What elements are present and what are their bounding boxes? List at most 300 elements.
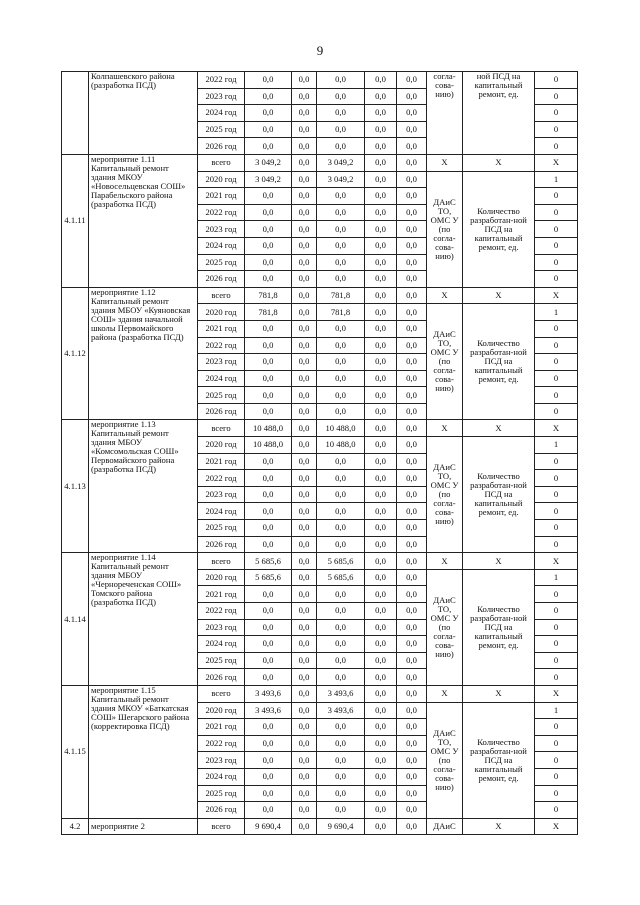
- other-value: 0,0: [397, 536, 427, 553]
- indicator-value: 0: [535, 652, 578, 669]
- executor-cell: ДАиС: [427, 818, 463, 835]
- total-value: 0,0: [245, 652, 292, 669]
- year-cell: всего: [198, 154, 245, 171]
- total-value: 0,0: [245, 105, 292, 122]
- other-value: 0,0: [397, 818, 427, 835]
- indicator-value: 0: [535, 204, 578, 221]
- indicator-value: 0: [535, 237, 578, 254]
- federal-value: 0,0: [292, 204, 317, 221]
- indicator-x: X: [463, 685, 535, 702]
- year-cell: 2020 год: [198, 569, 245, 586]
- regional-value: 3 049,2: [317, 171, 365, 188]
- local-value: 0,0: [365, 121, 397, 138]
- value-x: X: [535, 154, 578, 171]
- total-value: 0,0: [245, 188, 292, 205]
- total-value: 0,0: [245, 320, 292, 337]
- other-value: 0,0: [397, 105, 427, 122]
- indicator-value: 0: [535, 320, 578, 337]
- executor-cell: ДАиС ТО, ОМС У (по согла-сова-нию): [427, 569, 463, 685]
- regional-value: 0,0: [317, 354, 365, 371]
- federal-value: 0,0: [292, 536, 317, 553]
- regional-value: 0,0: [317, 138, 365, 155]
- federal-value: 0,0: [292, 685, 317, 702]
- total-value: 0,0: [245, 72, 292, 89]
- table-row: [62, 818, 578, 835]
- federal-value: 0,0: [292, 669, 317, 686]
- federal-value: 0,0: [292, 652, 317, 669]
- year-cell: 2024 год: [198, 768, 245, 785]
- regional-value: 0,0: [317, 503, 365, 520]
- other-value: 0,0: [397, 171, 427, 188]
- regional-value: 5 685,6: [317, 569, 365, 586]
- local-value: 0,0: [365, 669, 397, 686]
- total-value: 0,0: [245, 802, 292, 819]
- regional-value: 0,0: [317, 785, 365, 802]
- local-value: 0,0: [365, 420, 397, 437]
- year-cell: 2024 год: [198, 636, 245, 653]
- other-value: 0,0: [397, 503, 427, 520]
- regional-value: 0,0: [317, 735, 365, 752]
- indicator-value: 0: [535, 354, 578, 371]
- regional-value: 0,0: [317, 719, 365, 736]
- regional-value: 0,0: [317, 802, 365, 819]
- value-x: X: [535, 287, 578, 304]
- executor-x: X: [427, 287, 463, 304]
- other-value: 0,0: [397, 619, 427, 636]
- local-value: 0,0: [365, 287, 397, 304]
- year-cell: 2022 год: [198, 603, 245, 620]
- year-cell: 2022 год: [198, 470, 245, 487]
- local-value: 0,0: [365, 685, 397, 702]
- total-value: 0,0: [245, 785, 292, 802]
- year-cell: 2023 год: [198, 752, 245, 769]
- other-value: 0,0: [397, 719, 427, 736]
- federal-value: 0,0: [292, 802, 317, 819]
- year-cell: всего: [198, 553, 245, 570]
- regional-value: 10 488,0: [317, 420, 365, 437]
- other-value: 0,0: [397, 553, 427, 570]
- other-value: 0,0: [397, 72, 427, 89]
- regional-value: 3 493,6: [317, 685, 365, 702]
- other-value: 0,0: [397, 470, 427, 487]
- indicator-value: 0: [535, 636, 578, 653]
- other-value: 0,0: [397, 204, 427, 221]
- year-cell: 2025 год: [198, 785, 245, 802]
- other-value: 0,0: [397, 403, 427, 420]
- regional-value: 0,0: [317, 105, 365, 122]
- activity-number: 4.1.12: [62, 287, 89, 420]
- local-value: 0,0: [365, 437, 397, 454]
- activity-number: 4.1.13: [62, 420, 89, 553]
- other-value: 0,0: [397, 88, 427, 105]
- regional-value: 0,0: [317, 387, 365, 404]
- local-value: 0,0: [365, 271, 397, 288]
- other-value: 0,0: [397, 221, 427, 238]
- regional-value: 0,0: [317, 72, 365, 89]
- executor-x: X: [427, 154, 463, 171]
- regional-value: 3 049,2: [317, 154, 365, 171]
- other-value: 0,0: [397, 387, 427, 404]
- total-value: 0,0: [245, 237, 292, 254]
- regional-value: 0,0: [317, 121, 365, 138]
- federal-value: 0,0: [292, 320, 317, 337]
- federal-value: 0,0: [292, 603, 317, 620]
- total-value: 0,0: [245, 586, 292, 603]
- federal-value: 0,0: [292, 188, 317, 205]
- regional-value: 0,0: [317, 752, 365, 769]
- indicator-name: Количество разработан-ной ПСД на капитальный ремонт, ед.: [463, 304, 535, 420]
- year-cell: 2026 год: [198, 271, 245, 288]
- indicator-value: 0: [535, 486, 578, 503]
- indicator-value: 0: [535, 735, 578, 752]
- regional-value: 0,0: [317, 603, 365, 620]
- local-value: 0,0: [365, 304, 397, 321]
- local-value: 0,0: [365, 619, 397, 636]
- local-value: 0,0: [365, 553, 397, 570]
- federal-value: 0,0: [292, 420, 317, 437]
- indicator-name: ной ПСД на капитальный ремонт, ед.: [463, 72, 535, 155]
- indicator-value: 0: [535, 105, 578, 122]
- year-cell: 2025 год: [198, 254, 245, 271]
- federal-value: 0,0: [292, 553, 317, 570]
- other-value: 0,0: [397, 320, 427, 337]
- year-cell: 2025 год: [198, 121, 245, 138]
- indicator-x: X: [463, 154, 535, 171]
- local-value: 0,0: [365, 237, 397, 254]
- indicator-value: 0: [535, 768, 578, 785]
- table-row: [62, 154, 578, 171]
- other-value: 0,0: [397, 304, 427, 321]
- other-value: 0,0: [397, 752, 427, 769]
- local-value: 0,0: [365, 221, 397, 238]
- budget-table: [61, 71, 578, 835]
- indicator-value: 0: [535, 121, 578, 138]
- year-cell: 2020 год: [198, 437, 245, 454]
- regional-value: 0,0: [317, 221, 365, 238]
- activity-name: мероприятие 1.12 Капитальный ремонт здания МБОУ «Куяновская СОШ» здания начальной школы Первомайского района (разработка ПСД): [89, 287, 198, 420]
- activity-name: мероприятие 1.13 Капитальный ремонт здания МБОУ «Комсомольская СОШ» Первомайского района (разработка ПСД): [89, 420, 198, 553]
- other-value: 0,0: [397, 652, 427, 669]
- local-value: 0,0: [365, 354, 397, 371]
- local-value: 0,0: [365, 403, 397, 420]
- federal-value: 0,0: [292, 636, 317, 653]
- indicator-value: 0: [535, 719, 578, 736]
- total-value: 0,0: [245, 536, 292, 553]
- year-cell: 2021 год: [198, 320, 245, 337]
- activity-number: 4.1.15: [62, 685, 89, 818]
- indicator-name: Количество разработан-ной ПСД на капитальный ремонт, ед.: [463, 702, 535, 818]
- total-value: 781,8: [245, 287, 292, 304]
- year-cell: 2022 год: [198, 337, 245, 354]
- year-cell: всего: [198, 685, 245, 702]
- federal-value: 0,0: [292, 503, 317, 520]
- year-cell: 2026 год: [198, 403, 245, 420]
- total-value: 0,0: [245, 88, 292, 105]
- local-value: 0,0: [365, 520, 397, 537]
- executor-x: X: [427, 420, 463, 437]
- other-value: 0,0: [397, 685, 427, 702]
- indicator-value: 0: [535, 785, 578, 802]
- other-value: 0,0: [397, 453, 427, 470]
- other-value: 0,0: [397, 237, 427, 254]
- indicator-value: 0: [535, 669, 578, 686]
- local-value: 0,0: [365, 652, 397, 669]
- federal-value: 0,0: [292, 105, 317, 122]
- indicator-value: 0: [535, 619, 578, 636]
- federal-value: 0,0: [292, 470, 317, 487]
- federal-value: 0,0: [292, 437, 317, 454]
- year-cell: 2023 год: [198, 221, 245, 238]
- regional-value: 0,0: [317, 470, 365, 487]
- indicator-value: 0: [535, 520, 578, 537]
- total-value: 5 685,6: [245, 569, 292, 586]
- year-cell: всего: [198, 420, 245, 437]
- total-value: 0,0: [245, 337, 292, 354]
- local-value: 0,0: [365, 586, 397, 603]
- federal-value: 0,0: [292, 818, 317, 835]
- total-value: 0,0: [245, 752, 292, 769]
- regional-value: 0,0: [317, 652, 365, 669]
- indicator-value: 0: [535, 254, 578, 271]
- federal-value: 0,0: [292, 72, 317, 89]
- year-cell: 2026 год: [198, 669, 245, 686]
- federal-value: 0,0: [292, 221, 317, 238]
- year-cell: 2022 год: [198, 204, 245, 221]
- federal-value: 0,0: [292, 752, 317, 769]
- regional-value: 5 685,6: [317, 553, 365, 570]
- indicator-value: 0: [535, 603, 578, 620]
- federal-value: 0,0: [292, 735, 317, 752]
- local-value: 0,0: [365, 387, 397, 404]
- local-value: 0,0: [365, 536, 397, 553]
- other-value: 0,0: [397, 669, 427, 686]
- federal-value: 0,0: [292, 785, 317, 802]
- year-cell: 2020 год: [198, 304, 245, 321]
- page-number: 9: [316, 43, 324, 58]
- federal-value: 0,0: [292, 702, 317, 719]
- federal-value: 0,0: [292, 619, 317, 636]
- total-value: 0,0: [245, 221, 292, 238]
- total-value: 3 049,2: [245, 171, 292, 188]
- total-value: 0,0: [245, 387, 292, 404]
- other-value: 0,0: [397, 121, 427, 138]
- regional-value: 0,0: [317, 520, 365, 537]
- other-value: 0,0: [397, 702, 427, 719]
- regional-value: 0,0: [317, 271, 365, 288]
- federal-value: 0,0: [292, 768, 317, 785]
- table-row: [62, 72, 578, 89]
- total-value: 10 488,0: [245, 437, 292, 454]
- year-cell: всего: [198, 818, 245, 835]
- federal-value: 0,0: [292, 370, 317, 387]
- total-value: 0,0: [245, 121, 292, 138]
- other-value: 0,0: [397, 437, 427, 454]
- table-body: [62, 72, 578, 835]
- regional-value: 0,0: [317, 636, 365, 653]
- other-value: 0,0: [397, 138, 427, 155]
- federal-value: 0,0: [292, 154, 317, 171]
- local-value: 0,0: [365, 802, 397, 819]
- indicator-value: 0: [535, 536, 578, 553]
- regional-value: 10 488,0: [317, 437, 365, 454]
- regional-value: 0,0: [317, 403, 365, 420]
- other-value: 0,0: [397, 768, 427, 785]
- regional-value: 0,0: [317, 254, 365, 271]
- activity-name: мероприятие 1.15 Капитальный ремонт здания МКОУ «Баткатская СОШ» Шегарского района (корректировка ПСД): [89, 685, 198, 818]
- year-cell: 2022 год: [198, 72, 245, 89]
- year-cell: 2023 год: [198, 88, 245, 105]
- executor-cell: согла-сова-нию): [427, 72, 463, 155]
- indicator-value: 0: [535, 337, 578, 354]
- local-value: 0,0: [365, 486, 397, 503]
- indicator-name: Количество разработан-ной ПСД на капитальный ремонт, ед.: [463, 437, 535, 553]
- indicator-value: 0: [535, 470, 578, 487]
- other-value: 0,0: [397, 370, 427, 387]
- federal-value: 0,0: [292, 337, 317, 354]
- regional-value: 781,8: [317, 287, 365, 304]
- year-cell: 2021 год: [198, 719, 245, 736]
- regional-value: 0,0: [317, 88, 365, 105]
- local-value: 0,0: [365, 470, 397, 487]
- indicator-value: 0: [535, 138, 578, 155]
- activity-number: 4.1.11: [62, 154, 89, 287]
- federal-value: 0,0: [292, 254, 317, 271]
- executor-cell: ДАиС ТО, ОМС У (по согла-сова-нию): [427, 437, 463, 553]
- federal-value: 0,0: [292, 403, 317, 420]
- year-cell: 2026 год: [198, 802, 245, 819]
- local-value: 0,0: [365, 636, 397, 653]
- total-value: 0,0: [245, 619, 292, 636]
- federal-value: 0,0: [292, 719, 317, 736]
- local-value: 0,0: [365, 204, 397, 221]
- regional-value: 0,0: [317, 453, 365, 470]
- federal-value: 0,0: [292, 287, 317, 304]
- table-row: [62, 553, 578, 570]
- federal-value: 0,0: [292, 171, 317, 188]
- local-value: 0,0: [365, 154, 397, 171]
- local-value: 0,0: [365, 320, 397, 337]
- indicator-value: 0: [535, 453, 578, 470]
- table-row: [62, 685, 578, 702]
- indicator-name: Количество разработан-ной ПСД на капитальный ремонт, ед.: [463, 569, 535, 685]
- total-value: 0,0: [245, 768, 292, 785]
- indicator-value: 0: [535, 387, 578, 404]
- regional-value: 0,0: [317, 370, 365, 387]
- year-cell: 2024 год: [198, 370, 245, 387]
- local-value: 0,0: [365, 370, 397, 387]
- total-value: 0,0: [245, 669, 292, 686]
- regional-value: 3 493,6: [317, 702, 365, 719]
- federal-value: 0,0: [292, 453, 317, 470]
- executor-cell: ДАиС ТО, ОМС У (по согла-сова-нию): [427, 702, 463, 818]
- regional-value: 0,0: [317, 768, 365, 785]
- local-value: 0,0: [365, 818, 397, 835]
- total-value: 0,0: [245, 636, 292, 653]
- total-value: 10 488,0: [245, 420, 292, 437]
- value-x: X: [535, 685, 578, 702]
- indicator-x: X: [463, 287, 535, 304]
- year-cell: 2025 год: [198, 652, 245, 669]
- total-value: 0,0: [245, 403, 292, 420]
- federal-value: 0,0: [292, 569, 317, 586]
- total-value: 0,0: [245, 520, 292, 537]
- year-cell: 2021 год: [198, 586, 245, 603]
- local-value: 0,0: [365, 453, 397, 470]
- total-value: 0,0: [245, 370, 292, 387]
- year-cell: 2025 год: [198, 520, 245, 537]
- federal-value: 0,0: [292, 121, 317, 138]
- other-value: 0,0: [397, 287, 427, 304]
- year-cell: 2024 год: [198, 105, 245, 122]
- federal-value: 0,0: [292, 387, 317, 404]
- activity-name: Колпашевского района (разработка ПСД): [89, 72, 198, 155]
- federal-value: 0,0: [292, 138, 317, 155]
- year-cell: 2020 год: [198, 702, 245, 719]
- other-value: 0,0: [397, 520, 427, 537]
- year-cell: 2023 год: [198, 354, 245, 371]
- other-value: 0,0: [397, 154, 427, 171]
- year-cell: 2026 год: [198, 138, 245, 155]
- year-cell: 2024 год: [198, 237, 245, 254]
- activity-number: 4.1.14: [62, 553, 89, 686]
- total-value: 0,0: [245, 271, 292, 288]
- regional-value: 0,0: [317, 536, 365, 553]
- year-cell: всего: [198, 287, 245, 304]
- local-value: 0,0: [365, 188, 397, 205]
- local-value: 0,0: [365, 72, 397, 89]
- federal-value: 0,0: [292, 354, 317, 371]
- local-value: 0,0: [365, 702, 397, 719]
- year-cell: 2026 год: [198, 536, 245, 553]
- local-value: 0,0: [365, 254, 397, 271]
- local-value: 0,0: [365, 603, 397, 620]
- indicator-value: 0: [535, 271, 578, 288]
- indicator-value: 1: [535, 437, 578, 454]
- other-value: 0,0: [397, 603, 427, 620]
- local-value: 0,0: [365, 88, 397, 105]
- year-cell: 2021 год: [198, 453, 245, 470]
- year-cell: 2021 год: [198, 188, 245, 205]
- activity-number: [62, 72, 89, 155]
- total-value: 0,0: [245, 453, 292, 470]
- federal-value: 0,0: [292, 304, 317, 321]
- federal-value: 0,0: [292, 237, 317, 254]
- indicator-value: 0: [535, 802, 578, 819]
- executor-x: X: [427, 553, 463, 570]
- local-value: 0,0: [365, 337, 397, 354]
- other-value: 0,0: [397, 420, 427, 437]
- indicator-x: X: [463, 553, 535, 570]
- other-value: 0,0: [397, 569, 427, 586]
- local-value: 0,0: [365, 105, 397, 122]
- other-value: 0,0: [397, 486, 427, 503]
- regional-value: 0,0: [317, 320, 365, 337]
- total-value: 3 493,6: [245, 702, 292, 719]
- year-cell: 2022 год: [198, 735, 245, 752]
- regional-value: 0,0: [317, 204, 365, 221]
- indicator-value: 0: [535, 586, 578, 603]
- local-value: 0,0: [365, 752, 397, 769]
- regional-value: 0,0: [317, 237, 365, 254]
- other-value: 0,0: [397, 785, 427, 802]
- indicator-value: 0: [535, 221, 578, 238]
- regional-value: 9 690,4: [317, 818, 365, 835]
- federal-value: 0,0: [292, 586, 317, 603]
- indicator-value: 0: [535, 188, 578, 205]
- regional-value: 0,0: [317, 486, 365, 503]
- local-value: 0,0: [365, 138, 397, 155]
- other-value: 0,0: [397, 271, 427, 288]
